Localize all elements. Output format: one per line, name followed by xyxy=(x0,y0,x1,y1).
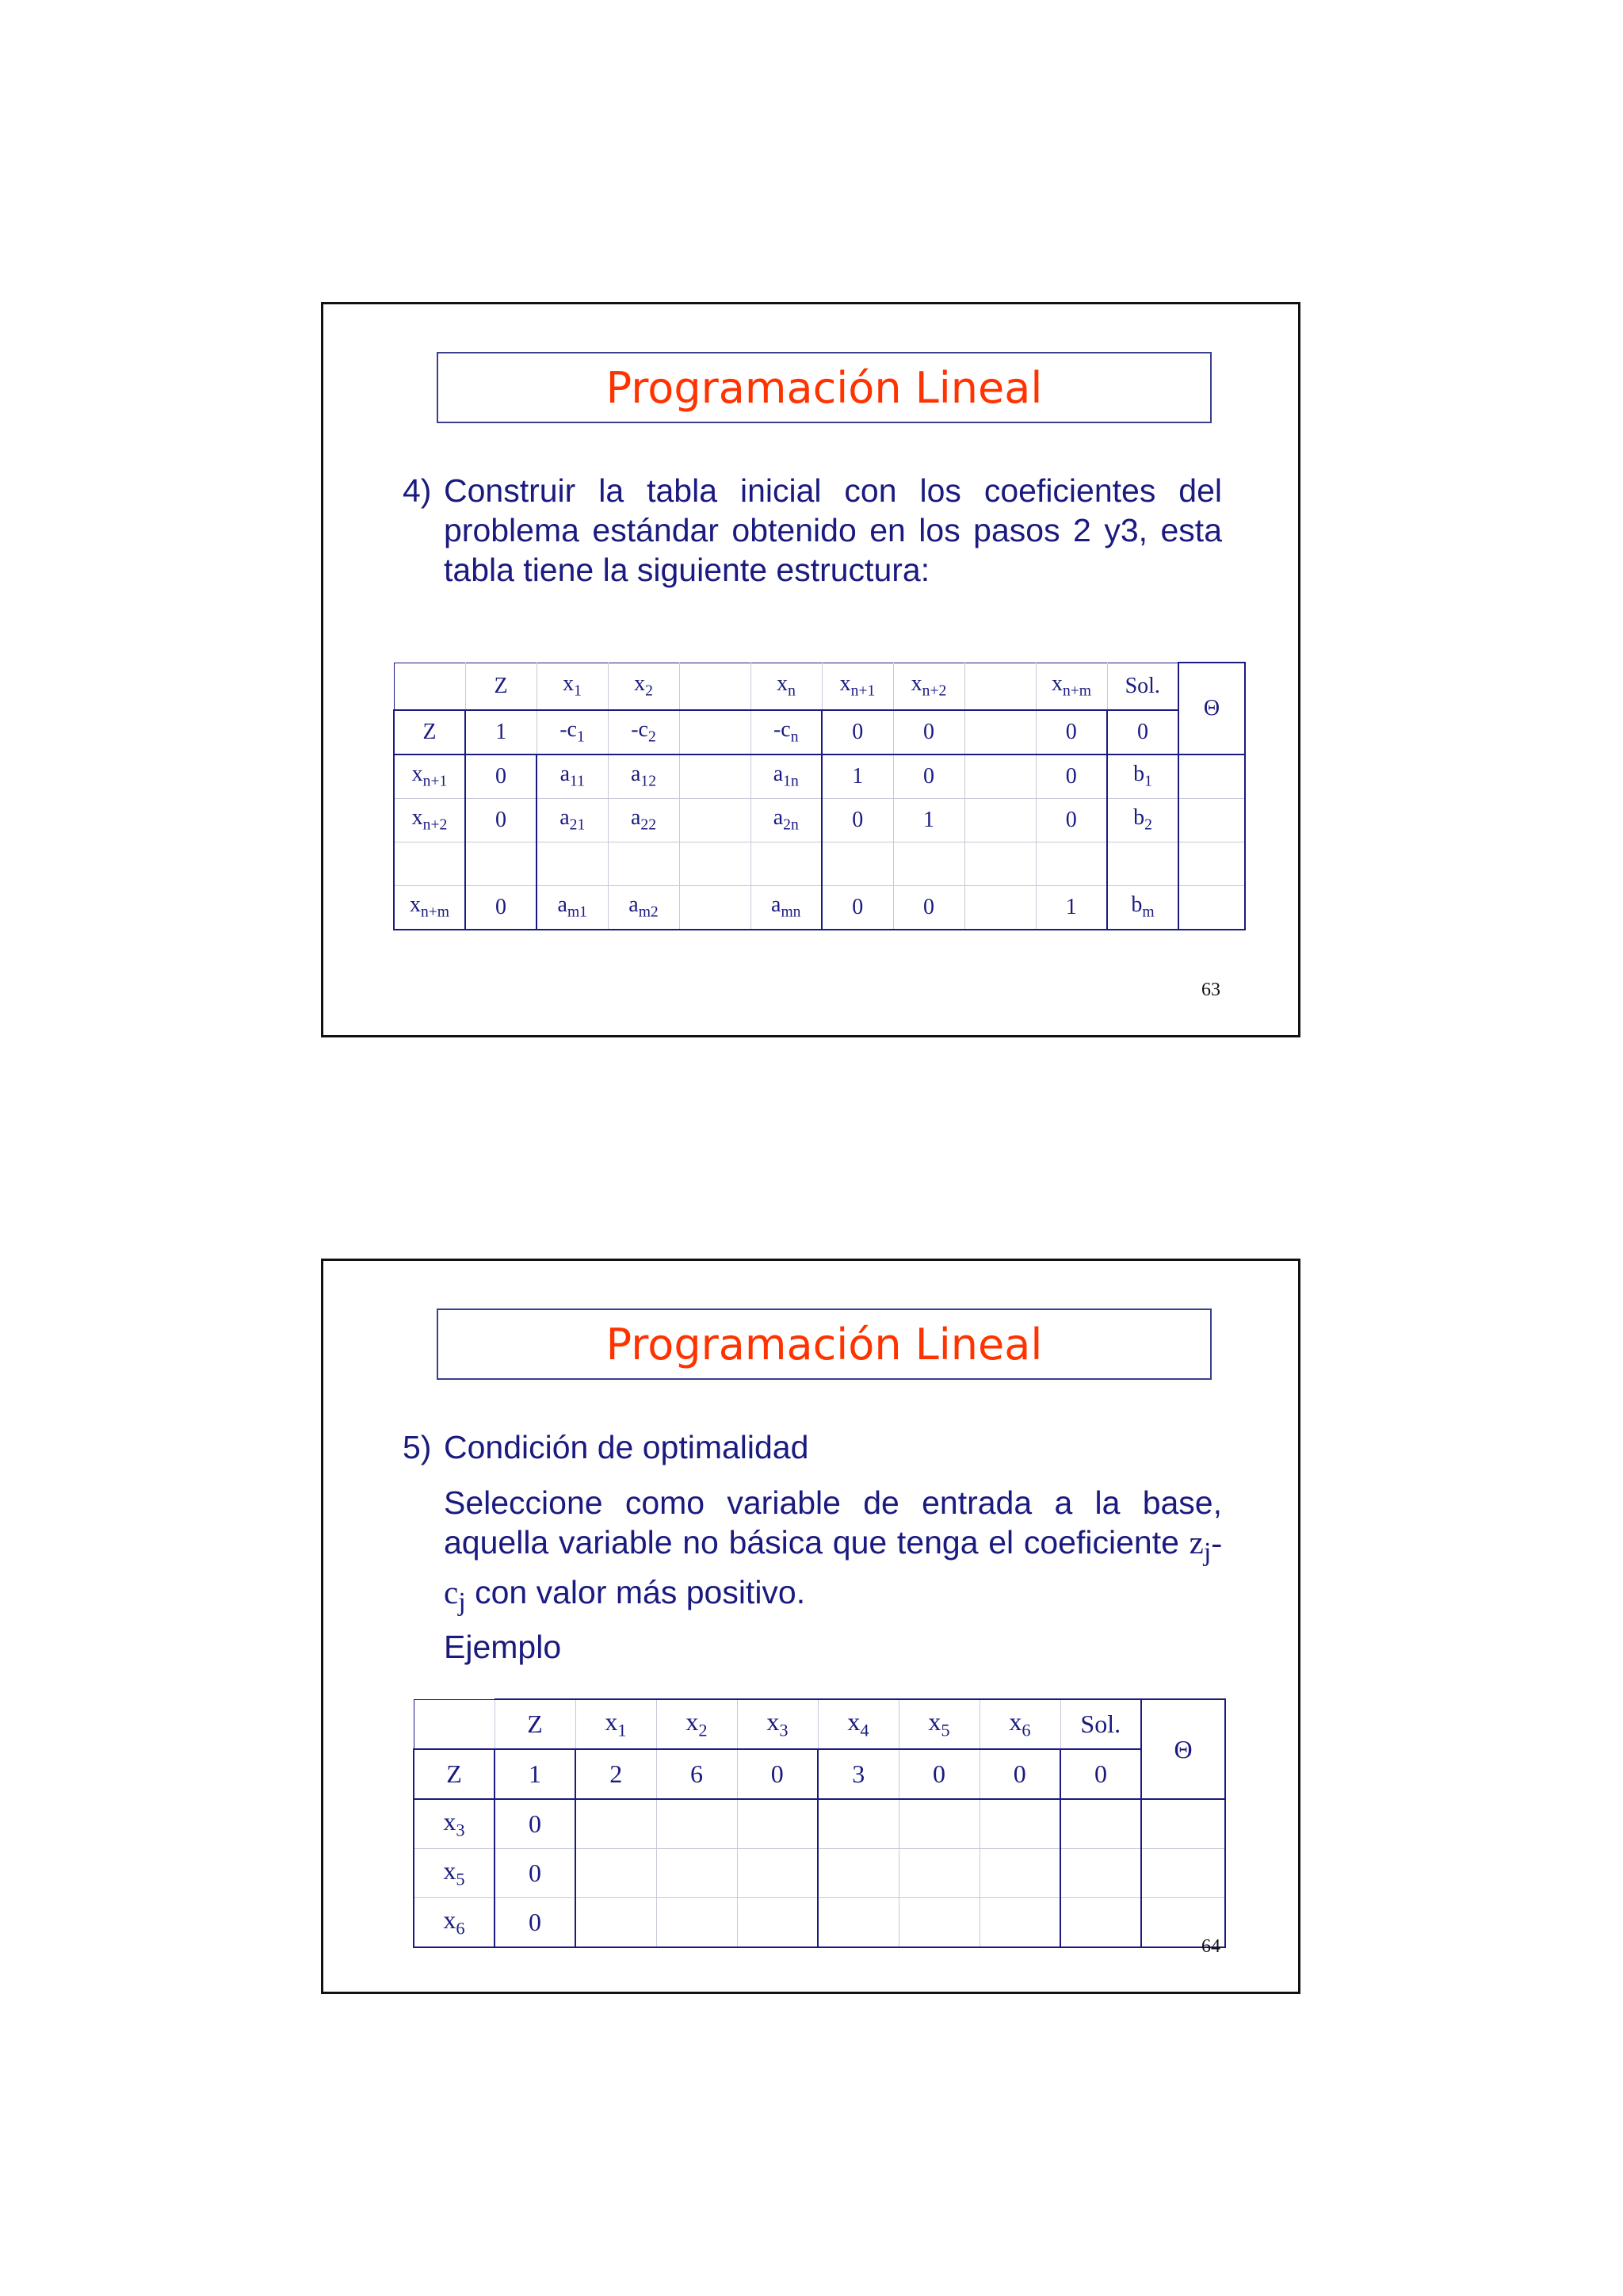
table-header-cell: Z xyxy=(495,1699,575,1749)
table-cell: $a_{m1}$ xyxy=(537,885,608,930)
table-cell: 0 xyxy=(822,798,893,842)
table-cell xyxy=(575,1799,656,1849)
table-cell xyxy=(818,1849,899,1898)
table-cell: 1 xyxy=(465,710,537,755)
coef-j-sub: j xyxy=(1203,1538,1212,1568)
table-cell: 0 xyxy=(893,710,964,755)
table-cell xyxy=(1178,885,1245,930)
table-cell xyxy=(1141,1799,1225,1849)
table-cell: 0 xyxy=(893,885,964,930)
table-cell xyxy=(679,798,750,842)
table-cell xyxy=(964,710,1036,755)
table-cell xyxy=(1178,798,1245,842)
table-cell: 1 xyxy=(893,798,964,842)
table-cell: $b_2$ xyxy=(1107,798,1178,842)
table-cell: $a_{mn}$ xyxy=(750,885,822,930)
table-cell xyxy=(1178,755,1245,799)
table-cell: $a_{m2}$ xyxy=(608,885,679,930)
row-label: $x_3$ xyxy=(414,1799,495,1849)
table-cell xyxy=(394,663,465,710)
step-paragraph: Construir la tabla inicial con los coeficientes del problema estándar obtenido en los pasos 2 y3, esta tabla tiene la siguiente estructura: xyxy=(444,472,1222,588)
theta-header-cell: Θ xyxy=(1141,1699,1225,1799)
table-cell xyxy=(679,710,750,755)
table-header-cell: Sol. xyxy=(1107,663,1178,710)
table-cell xyxy=(608,842,679,885)
table-cell: 0 xyxy=(1036,710,1107,755)
table-cell xyxy=(656,1849,737,1898)
row-label: Z xyxy=(414,1749,495,1799)
table-header-cell: Z xyxy=(465,663,537,710)
table-cell: 0 xyxy=(465,885,537,930)
table-cell xyxy=(679,885,750,930)
slide-title: Programación Lineal xyxy=(605,1319,1043,1370)
table-cell: 6 xyxy=(656,1749,737,1799)
item-number: 5) xyxy=(403,1429,432,1465)
table-header-cell: $x_3$ xyxy=(737,1699,818,1749)
table-cell: $b_1$ xyxy=(1107,755,1178,799)
slide-64 xyxy=(321,1259,1300,1994)
row-label: $x_6$ xyxy=(414,1898,495,1948)
table-cell xyxy=(737,1849,818,1898)
table-cell xyxy=(656,1898,737,1948)
table-header-cell: $x_2$ xyxy=(656,1699,737,1749)
table-cell: $a_{21}$ xyxy=(537,798,608,842)
table-cell: 0 xyxy=(822,885,893,930)
table-header-cell: $x_4$ xyxy=(818,1699,899,1749)
table-header-cell: $x_{n+2}$ xyxy=(893,663,964,710)
table-row xyxy=(394,710,1245,755)
table-cell: 0 xyxy=(737,1749,818,1799)
page-number: 63 xyxy=(1201,980,1220,1000)
table-row xyxy=(394,885,1245,930)
table-cell: $a_{1n}$ xyxy=(750,755,822,799)
table-cell xyxy=(980,1849,1060,1898)
table-cell: 1 xyxy=(1036,885,1107,930)
table-header-cell: $x_{n+m}$ xyxy=(1036,663,1107,710)
table-cell xyxy=(1107,842,1178,885)
table-cell: 0 xyxy=(1060,1749,1141,1799)
table-cell: $-c_1$ xyxy=(537,710,608,755)
row-label: Z xyxy=(394,710,465,755)
row-label: $x_{n+2}$ xyxy=(394,798,465,842)
table-cell: 2 xyxy=(575,1749,656,1799)
table-cell xyxy=(737,1799,818,1849)
simplex-structure-table xyxy=(393,662,1246,930)
table-cell xyxy=(822,842,893,885)
coef-z: z xyxy=(1189,1524,1204,1561)
table-header-cell xyxy=(679,663,750,710)
table-cell xyxy=(575,1898,656,1948)
table-cell: 0 xyxy=(495,1898,575,1948)
row-label: $x_{n+m}$ xyxy=(394,885,465,930)
table-cell: 0 xyxy=(495,1849,575,1898)
table-cell: $a_{22}$ xyxy=(608,798,679,842)
table-cell xyxy=(679,842,750,885)
table-cell: 0 xyxy=(495,1799,575,1849)
table-cell: 0 xyxy=(1036,755,1107,799)
table-cell xyxy=(750,842,822,885)
table-cell: 0 xyxy=(822,710,893,755)
table-row xyxy=(394,842,1245,885)
table-cell xyxy=(899,1799,980,1849)
table-cell xyxy=(964,842,1036,885)
table-header-cell: $x_2$ xyxy=(608,663,679,710)
table-cell xyxy=(899,1898,980,1948)
slide-title-box xyxy=(437,352,1212,423)
table-cell xyxy=(980,1799,1060,1849)
step-paragraph xyxy=(444,1483,1222,1622)
table-cell xyxy=(575,1849,656,1898)
table-row xyxy=(414,1849,1225,1898)
table-cell: 0 xyxy=(1107,710,1178,755)
table-row xyxy=(394,755,1245,799)
item-number: 4) xyxy=(403,472,432,509)
table-cell xyxy=(899,1849,980,1898)
table-cell xyxy=(818,1799,899,1849)
table-row xyxy=(394,798,1245,842)
table-cell xyxy=(1141,1849,1225,1898)
table-cell xyxy=(1178,842,1245,885)
row-label xyxy=(394,842,465,885)
paragraph-tail: con valor más positivo. xyxy=(475,1574,806,1611)
table-cell xyxy=(679,755,750,799)
table-header-cell: $x_1$ xyxy=(537,663,608,710)
table-header-cell: Sol. xyxy=(1060,1699,1141,1749)
slide-63 xyxy=(321,302,1300,1037)
table-cell: 1 xyxy=(822,755,893,799)
table-cell: 0 xyxy=(465,755,537,799)
table-cell: 1 xyxy=(495,1749,575,1799)
table-row xyxy=(414,1799,1225,1849)
table-cell xyxy=(414,1699,495,1749)
table-cell xyxy=(465,842,537,885)
table-cell xyxy=(1060,1849,1141,1898)
table-cell xyxy=(1060,1799,1141,1849)
example-simplex-table xyxy=(413,1698,1226,1948)
table-header-cell: $x_{n+1}$ xyxy=(822,663,893,710)
table-cell: 0 xyxy=(465,798,537,842)
table-cell xyxy=(1036,842,1107,885)
table-header-cell: $x_6$ xyxy=(980,1699,1060,1749)
table-cell: $a_{12}$ xyxy=(608,755,679,799)
table-cell xyxy=(964,885,1036,930)
theta-header-cell: Θ xyxy=(1178,663,1245,755)
coef-j-sub: j xyxy=(458,1587,466,1618)
coef-c: -c xyxy=(444,1524,1222,1611)
table-cell: $a_{11}$ xyxy=(537,755,608,799)
table-header-cell xyxy=(964,663,1036,710)
table-cell: $-c_n$ xyxy=(750,710,822,755)
table-cell xyxy=(656,1799,737,1849)
table-cell xyxy=(980,1898,1060,1948)
example-label: Ejemplo xyxy=(444,1629,562,1665)
table-header-cell: $x_n$ xyxy=(750,663,822,710)
table-cell: 0 xyxy=(893,755,964,799)
step-heading: Condición de optimalidad xyxy=(444,1429,809,1465)
table-cell: 0 xyxy=(1036,798,1107,842)
slide-title: Programación Lineal xyxy=(605,362,1043,413)
table-cell xyxy=(737,1898,818,1948)
table-cell: 0 xyxy=(980,1749,1060,1799)
paragraph-text: Seleccione como variable de entrada a la base, aquella variable no básica que tenga el coeficiente xyxy=(444,1484,1222,1561)
table-cell xyxy=(964,755,1036,799)
table-cell: $a_{2n}$ xyxy=(750,798,822,842)
table-header-cell: $x_5$ xyxy=(899,1699,980,1749)
table-cell: 0 xyxy=(899,1749,980,1799)
table-cell xyxy=(818,1898,899,1948)
table-cell xyxy=(537,842,608,885)
table-header-row xyxy=(394,663,1245,710)
table-cell: $-c_2$ xyxy=(608,710,679,755)
table-row xyxy=(414,1749,1225,1799)
table-row xyxy=(414,1898,1225,1948)
table-cell xyxy=(893,842,964,885)
row-label: $x_{n+1}$ xyxy=(394,755,465,799)
table-header-row xyxy=(414,1699,1225,1749)
table-cell xyxy=(1060,1898,1141,1948)
row-label: $x_5$ xyxy=(414,1849,495,1898)
slide-title-box xyxy=(437,1308,1212,1380)
table-cell xyxy=(964,798,1036,842)
page-number: 64 xyxy=(1201,1936,1220,1957)
table-header-cell: $x_1$ xyxy=(575,1699,656,1749)
table-cell: $b_m$ xyxy=(1107,885,1178,930)
table-cell: 3 xyxy=(818,1749,899,1799)
